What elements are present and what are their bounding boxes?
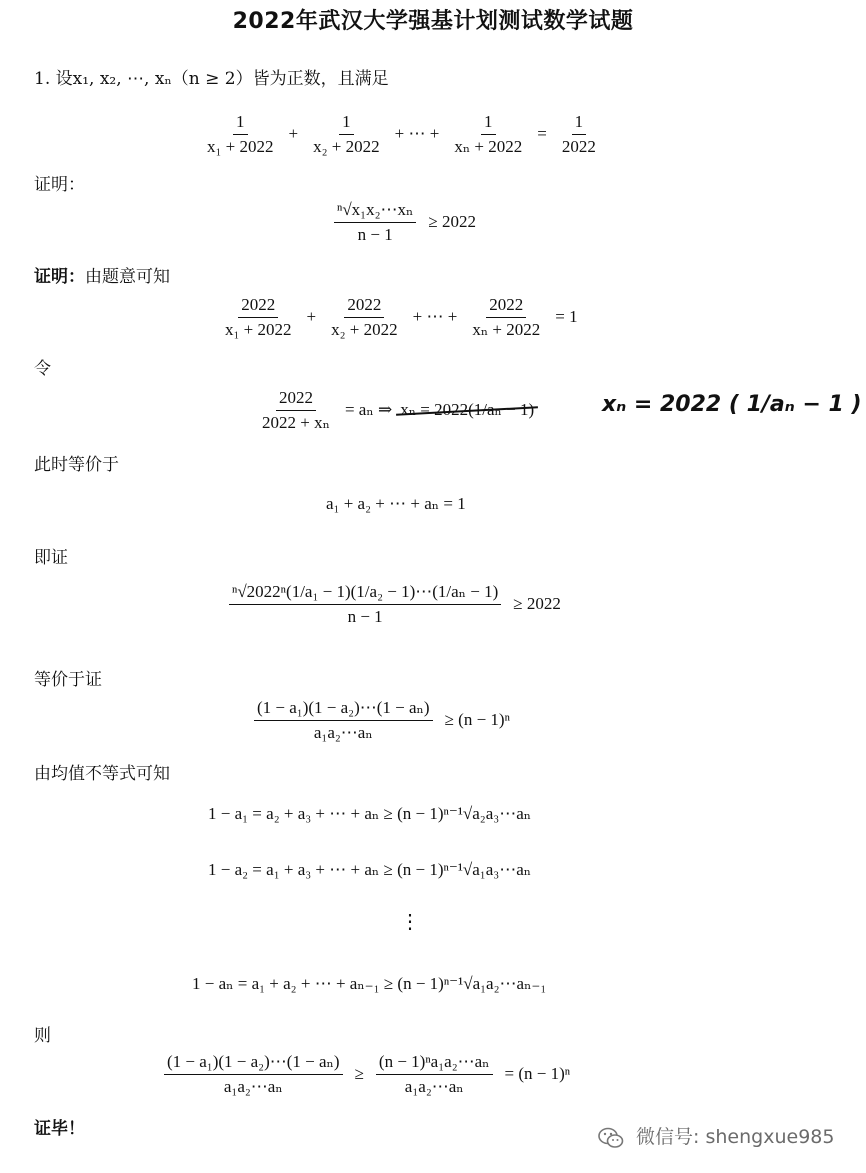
amgm-line: 1 − a₁ = a₂ + a₃ + ⋯ + aₙ ≥ (n − 1)ⁿ⁻¹√a₂a₃⋯aₙ xyxy=(208,804,532,823)
equiv2-label: 等价于证 xyxy=(34,670,102,690)
inequality-2: $\frac{\text{ⁿ√2022ⁿ(1/a₁ − 1)(1/a₂ − 1)⋯(1/aₙ − 1)}}{n - 1}$ ≥ 2022 xyxy=(225,582,569,626)
qed-label: 证毕！ xyxy=(34,1119,85,1139)
fraction: $\frac{2022}{\text{x₂ + 2022}}$ xyxy=(331,295,398,339)
watermark xyxy=(598,1122,834,1149)
final-inequality: $\frac{\text{(1 − a₁)(1 − a₂)⋯(1 − aₙ)}}{\text{a₁a₂⋯aₙ}}$ ≥ $\frac{\text{(n − 1)ⁿa₁a₂⋯aₙ}}{\text{a₁a₂⋯aₙ}}$ = (n − 1)ⁿ xyxy=(160,1052,578,1096)
amgm-line: 1 − a₂ = a₁ + a₃ + ⋯ + aₙ ≥ (n − 1)ⁿ⁻¹√a₁a₃⋯aₙ xyxy=(208,860,532,879)
proof-label: 证明： xyxy=(34,267,85,287)
fraction: $\frac{2022}{\text{x₁ + 2022}}$ xyxy=(225,295,292,339)
inequality-3: $\frac{\text{(1 − a₁)(1 − a₂)⋯(1 − aₙ)}}{\text{a₁a₂⋯aₙ}}$ ≥ (n − 1)ⁿ xyxy=(250,698,518,742)
wechat-icon xyxy=(598,1127,624,1149)
fraction: $\frac{1}{2022}$ xyxy=(561,112,596,156)
fraction: $\frac{1}{\text{x₁ + 2022}}$ xyxy=(207,112,274,156)
let-label: 令 xyxy=(34,359,51,379)
prove-label: 证明： xyxy=(34,175,85,195)
fraction: $\frac{1}{\text{x₂ + 2022}}$ xyxy=(313,112,380,156)
vertical-ellipsis: ⋮ xyxy=(400,911,420,933)
handwritten-note: xₙ = 2022 ( 1/aₙ − 1 ) xyxy=(602,392,862,417)
equation-1: $\frac{2022}{\text{x₁ + 2022}}$ + $\frac{2022}{\text{x₂ + 2022}}$ + ⋯ + $\frac{2022}{\text{xₙ + 2022}}$ = 1 xyxy=(218,295,586,339)
crossed-out-expression: xₙ = 2022(1/aₙ − 1) xyxy=(400,400,535,420)
prove-inequality: $\frac{\text{ⁿ√x₁x₂⋯xₙ}}{n - 1}$ ≥ 2022 xyxy=(330,200,484,244)
proof-intro: 证明： 由题意可知 xyxy=(34,262,170,287)
page-title: 2022年武汉大学强基计划测试数学试题 xyxy=(232,9,634,34)
fraction: $\frac{\text{(1 − a₁)(1 − a₂)⋯(1 − aₙ)}}{\text{a₁a₂⋯aₙ}}$ xyxy=(254,698,433,742)
equiv-label: 此时等价于 xyxy=(34,455,119,475)
fraction: $\frac{\text{(n − 1)ⁿa₁a₂⋯aₙ}}{\text{a₁a₂⋯aₙ}}$ xyxy=(376,1052,493,1096)
fraction: $\frac{2022}{\text{xₙ + 2022}}$ xyxy=(472,295,541,339)
fraction: $\frac{\text{(1 − a₁)(1 − a₂)⋯(1 − aₙ)}}{\text{a₁a₂⋯aₙ}}$ xyxy=(164,1052,343,1096)
fraction: $\frac{1}{\text{xₙ + 2022}}$ xyxy=(454,112,523,156)
sum-equation: a₁ + a₂ + ⋯ + aₙ = 1 xyxy=(326,494,466,513)
fraction: $\frac{\text{ⁿ√x₁x₂⋯xₙ}}{n - 1}$ xyxy=(334,200,416,244)
substitution: $\frac{2022}{\text{2022 + xₙ}}$ = aₙ ⇒ xₙ = 2022(1/aₙ − 1) xyxy=(255,388,534,432)
then-label: 则 xyxy=(34,1026,51,1046)
watermark-text: 微信号: shengxue985 xyxy=(636,1126,835,1148)
amgm-label: 由均值不等式可知 xyxy=(34,764,170,784)
problem-stem: 1. 设x₁, x₂, ⋯, xₙ（n ≥ 2）皆为正数，且满足 xyxy=(34,69,389,89)
condition-equation: $\frac{1}{\text{x₁ + 2022}}$ + $\frac{1}{\text{x₂ + 2022}}$ + ⋯ + $\frac{1}{\text{xₙ + 2022}}$ = $\frac{1}{2022}$ xyxy=(200,112,603,156)
amgm-line: 1 − aₙ = a₁ + a₂ + ⋯ + aₙ₋₁ ≥ (n − 1)ⁿ⁻¹√a₁a₂⋯aₙ₋₁ xyxy=(192,974,547,993)
fraction: $\frac{\text{ⁿ√2022ⁿ(1/a₁ − 1)(1/a₂ − 1)⋯(1/aₙ − 1)}}{n - 1}$ xyxy=(229,582,501,626)
to-prove-label: 即证 xyxy=(34,548,68,568)
fraction: $\frac{2022}{\text{2022 + xₙ}}$ xyxy=(262,388,330,432)
